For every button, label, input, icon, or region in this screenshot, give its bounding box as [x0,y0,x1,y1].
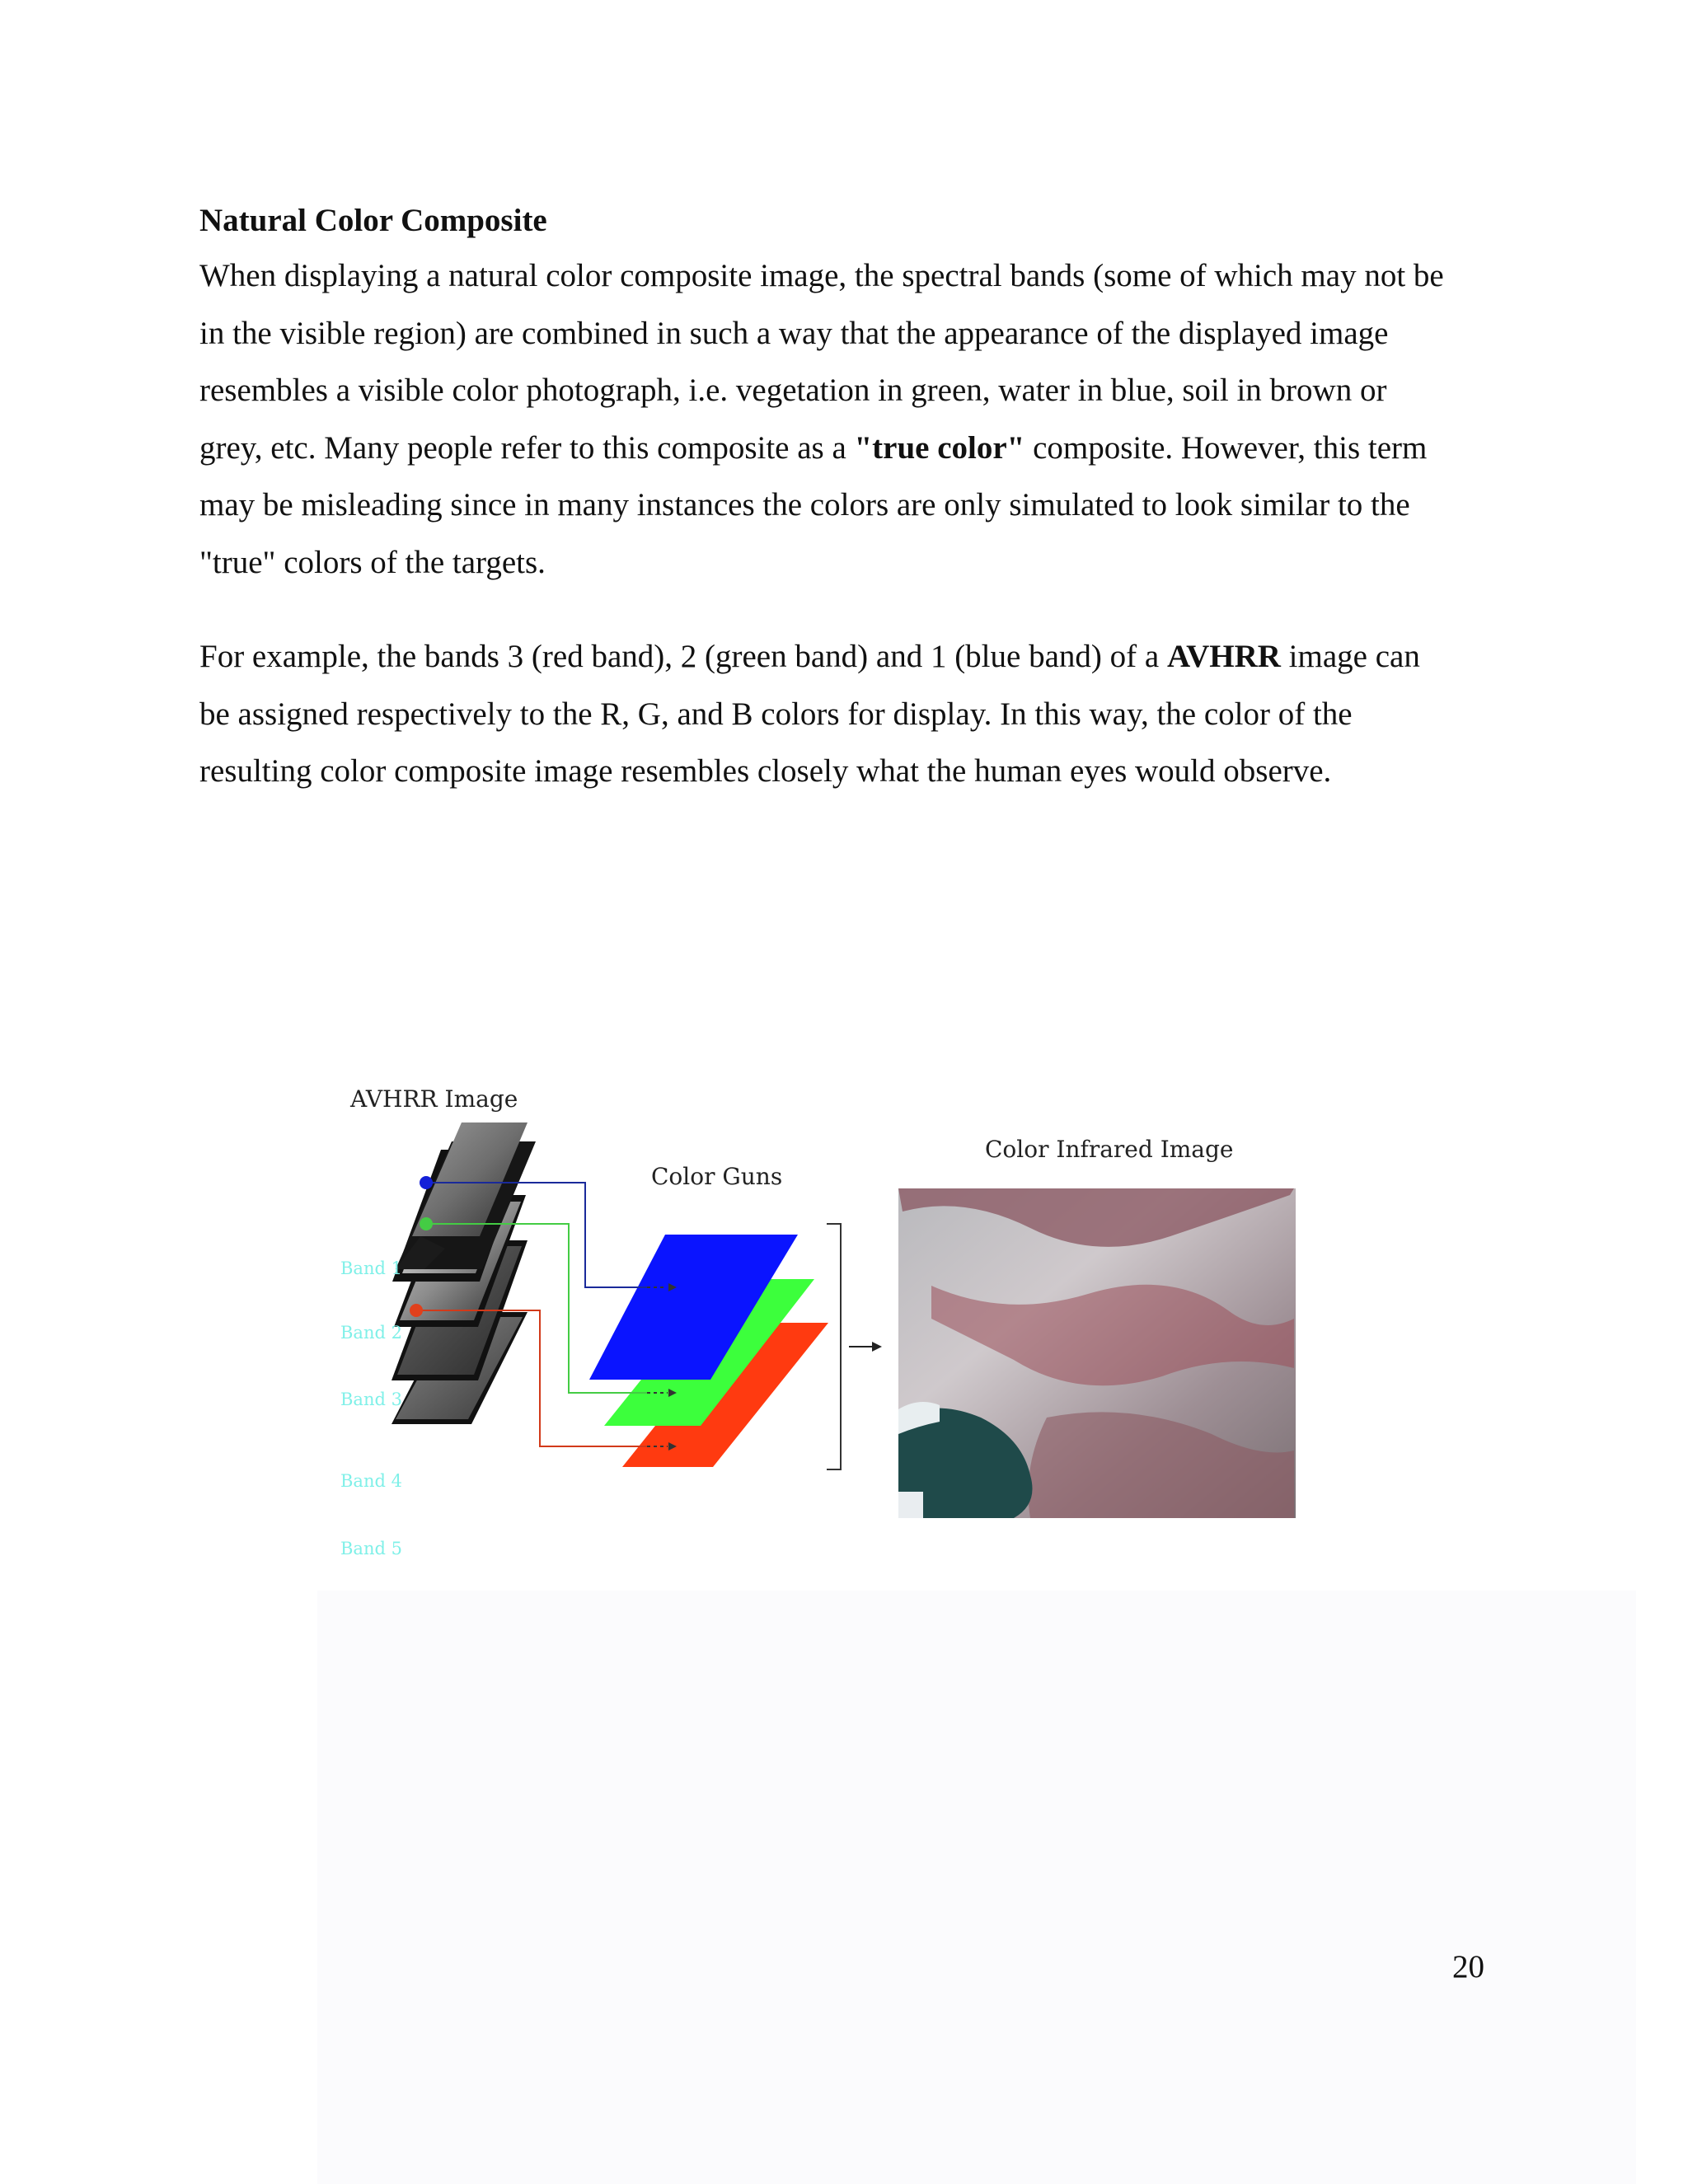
paragraph-natural-color [199,247,1444,591]
band-3-red-marker [410,1304,423,1317]
paragraph-avhrr-example [199,628,1420,800]
band-3-label: Band 3 [340,1390,402,1409]
paragraph-line: may be misleading since in many instances the colors are only simulated to look similar to the [199,487,1410,523]
page-background-shade [317,1591,1636,2184]
combine-arrowhead [872,1342,882,1352]
band-1-label: Band 1 [340,1258,402,1278]
result-bright-patch [898,1492,923,1518]
text-run: For example, the bands 3 (red band), 2 (green band) and 1 (blue band) of a [199,639,1167,674]
paragraph-line: "true" colors of the targets. [199,544,546,580]
band-2-green-marker [420,1217,433,1230]
paragraph-line: be assigned respectively to the R, G, and B colors for display. In this way, the color of the [199,696,1353,732]
paragraph-line: When displaying a natural color composite image, the spectral bands (some of which may not be [199,258,1444,293]
band-5-label: Band 5 [340,1539,402,1558]
paragraph-line: in the visible region) are combined in such a way that the appearance of the displayed image [199,315,1389,351]
section-heading: Natural Color Composite [199,203,547,238]
text-run: composite. However, this term [1025,429,1428,466]
band-2-label: Band 2 [340,1323,402,1343]
color-infrared-image-label: Color Infrared Image [985,1136,1234,1163]
band-4-label: Band 4 [340,1471,402,1491]
text-run: grey, etc. Many people refer to this composite as a [199,429,855,466]
color-composite-diagram [305,1071,1319,1599]
band-stack [392,1122,536,1424]
avhrr-term: AVHRR [1166,639,1281,674]
diagram-svg [305,1071,1319,1599]
paragraph-line: resulting color composite image resembles closely what the human eyes would observe. [199,753,1332,789]
text-run: image can [1280,639,1420,674]
avhrr-image-label: AVHRR Image [350,1085,518,1113]
paragraph-line [199,628,1420,686]
paragraph-line [199,419,1444,477]
true-color-term: "true color" [854,429,1025,466]
band-1-blue-marker [420,1176,433,1189]
color-infrared-image [898,1188,1296,1518]
color-guns-label: Color Guns [651,1163,783,1190]
combine-bracket [827,1224,841,1469]
paragraph-line: resembles a visible color photograph, i.e. vegetation in green, water in blue, soil in brown or [199,373,1387,408]
page-number: 20 [1452,1949,1484,1985]
